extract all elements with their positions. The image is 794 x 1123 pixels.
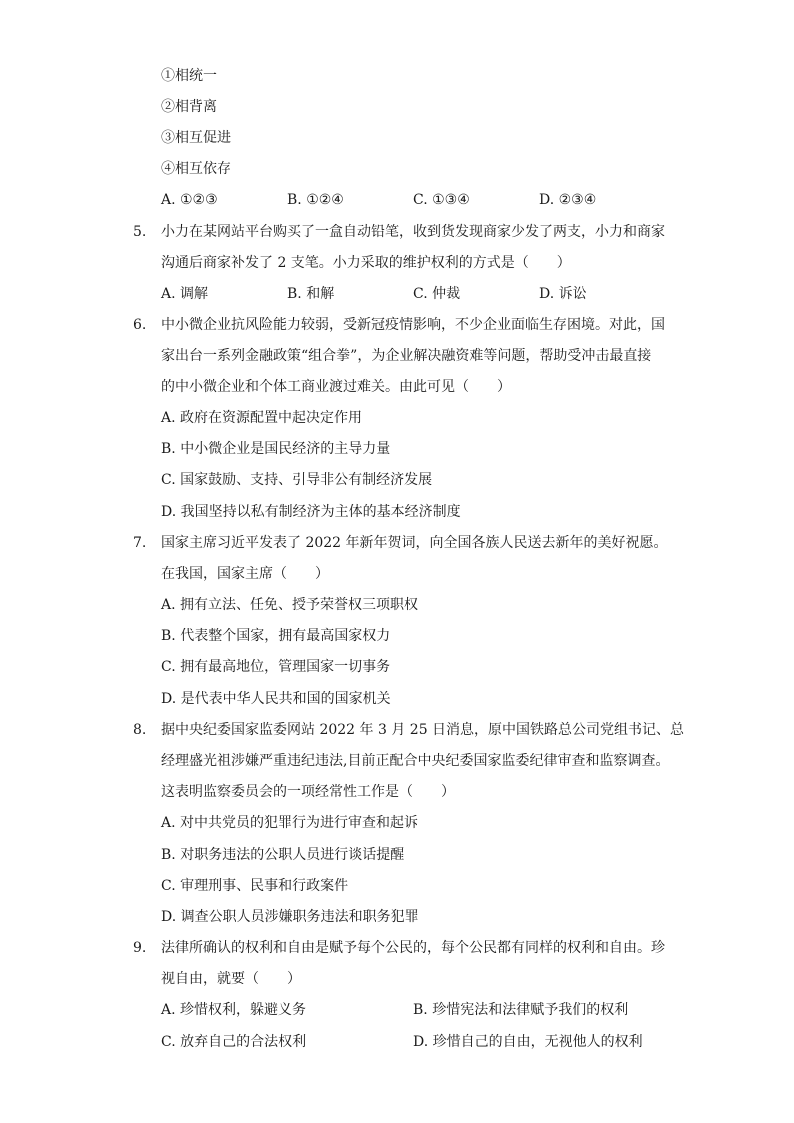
option-c: C. 放弃自己的合法权利 xyxy=(161,1034,307,1050)
question-text-line: 经理盛光祖涉嫌严重违纪违法,目前正配合中央纪委国家监委纪律审查和监察调查。 xyxy=(161,753,670,769)
statement-3: ③相互促进 xyxy=(161,130,231,146)
option-a: A. 政府在资源配置中起决定作用 xyxy=(161,410,363,426)
question-text-line: 这表明监察委员会的一项经常性工作是（ ） xyxy=(161,784,455,800)
option-d: D. 我国坚持以私有制经济为主体的基本经济制度 xyxy=(161,504,461,520)
option-a: A. 拥有立法、任免、授予荣誉权三项职权 xyxy=(161,597,419,613)
option-c: C. ①③④ xyxy=(413,192,470,208)
question-text-line: 家出台一系列金融政策“组合拳”，为企业解决融资难等问题，帮助受冲击最直接 xyxy=(161,348,652,364)
question-number: 6. xyxy=(133,317,147,333)
question-text-line: 据中央纪委国家监委网站 2022 年 3 月 25 日消息，原中国铁路总公司党组书记、总 xyxy=(161,722,685,738)
option-c: C. 仲裁 xyxy=(413,286,461,302)
option-a: A. 调解 xyxy=(161,286,209,302)
option-b: B. 中小微企业是国民经济的主导力量 xyxy=(161,441,391,457)
statement-1: ①相统一 xyxy=(161,68,217,84)
statement-2: ②相背离 xyxy=(161,99,217,115)
question-text-line: 国家主席习近平发表了 2022 年新年贺词，向全国各族人民送去新年的美好祝愿。 xyxy=(161,535,668,551)
option-a: A. 对中共党员的犯罪行为进行审查和起诉 xyxy=(161,815,419,831)
question-number: 7. xyxy=(133,535,147,551)
question-number: 5. xyxy=(133,224,147,240)
option-b: B. 和解 xyxy=(287,286,335,302)
option-c: C. 拥有最高地位，管理国家一切事务 xyxy=(161,659,391,675)
question-number: 9. xyxy=(133,940,147,956)
option-d: D. 珍惜自己的自由，无视他人的权利 xyxy=(413,1034,643,1050)
option-b: B. 代表整个国家，拥有最高国家权力 xyxy=(161,628,391,644)
option-d: D. 调查公职人员涉嫌职务违法和职务犯罪 xyxy=(161,909,419,925)
option-c: C. 国家鼓励、支持、引导非公有制经济发展 xyxy=(161,472,433,488)
question-text-line: 小力在某网站平台购买了一盒自动铅笔，收到货发现商家少发了两支，小力和商家 xyxy=(161,224,665,240)
question-text-line: 视自由，就要（ ） xyxy=(161,971,301,987)
question-text-line: 的中小微企业和个体工商业渡过难关。由此可见（ ） xyxy=(161,379,511,395)
option-d: D. 诉讼 xyxy=(539,286,587,302)
question-text-line: 在我国，国家主席（ ） xyxy=(161,566,329,582)
option-b: B. ①②④ xyxy=(287,192,344,208)
question-text-line: 法律所确认的权利和自由是赋予每个公民的，每个公民都有同样的权利和自由。珍 xyxy=(161,940,665,956)
statement-4: ④相互依存 xyxy=(161,161,231,177)
option-b: B. 珍惜宪法和法律赋予我们的权利 xyxy=(413,1002,629,1018)
question-number: 8. xyxy=(133,722,147,738)
option-d: D. ②③④ xyxy=(539,192,597,208)
option-c: C. 审理刑事、民事和行政案件 xyxy=(161,878,349,894)
question-text-line: 中小微企业抗风险能力较弱，受新冠疫情影响，不少企业面临生存困境。对此，国 xyxy=(161,317,665,333)
option-b: B. 对职务违法的公职人员进行谈话提醒 xyxy=(161,847,405,863)
option-a: A. 珍惜权利，躲避义务 xyxy=(161,1002,307,1018)
question-text-line: 沟通后商家补发了 2 支笔。小力采取的维护权利的方式是（ ） xyxy=(161,255,571,271)
option-a: A. ①②③ xyxy=(161,192,218,208)
option-d: D. 是代表中华人民共和国的国家机关 xyxy=(161,691,391,707)
